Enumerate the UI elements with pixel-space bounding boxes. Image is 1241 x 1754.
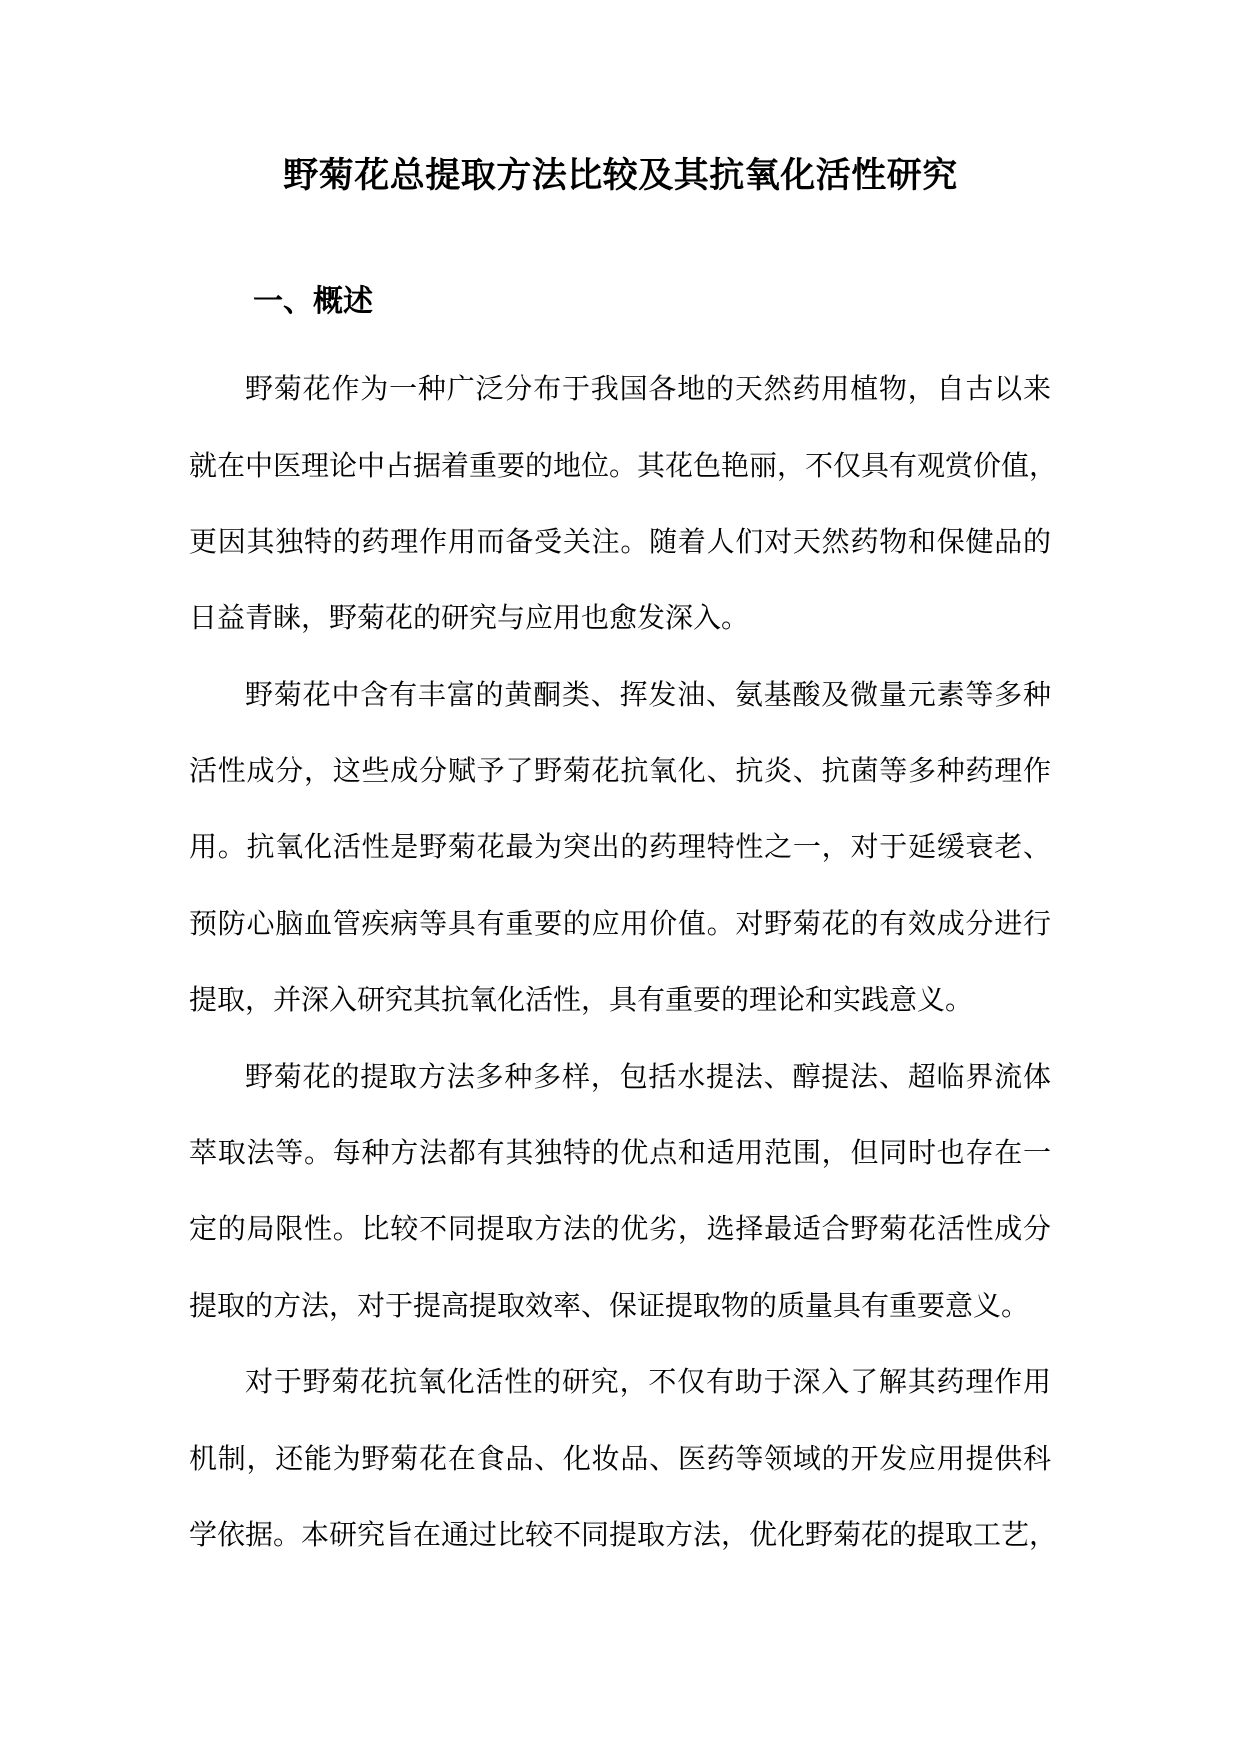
paragraph-line: 萃取法等。每种方法都有其独特的优点和适用范围，但同时也存在一 (189, 1136, 1051, 1169)
paragraph-line: 野菊花的提取方法多种多样，包括水提法、醇提法、超临界流体 (245, 1060, 1051, 1093)
paragraph-line: 预防心脑血管疾病等具有重要的应用价值。对野菊花的有效成分进行 (189, 907, 1051, 940)
paragraph-line: 用。抗氧化活性是野菊花最为突出的药理特性之一，对于延缓衰老、 (189, 830, 1051, 863)
paragraph-line: 日益青睐，野菊花的研究与应用也愈发深入。 (189, 601, 750, 634)
paragraph-line: 活性成分，这些成分赋予了野菊花抗氧化、抗炎、抗菌等多种药理作 (189, 754, 1051, 787)
paragraph-line: 就在中医理论中占据着重要的地位。其花色艳丽，不仅具有观赏价值， (189, 449, 1058, 482)
paragraph-line: 提取的方法，对于提高提取效率、保证提取物的质量具有重要意义。 (189, 1289, 1030, 1322)
paragraph-line: 机制，还能为野菊花在食品、化妆品、医药等领域的开发应用提供科 (189, 1442, 1051, 1475)
paragraph-line: 定的局限性。比较不同提取方法的优劣，选择最适合野菊花活性成分 (189, 1212, 1051, 1245)
paragraph-line: 更因其独特的药理作用而备受关注。随着人们对天然药物和保健品的 (189, 525, 1051, 558)
paragraph-line: 野菊花中含有丰富的黄酮类、挥发油、氨基酸及微量元素等多种 (245, 678, 1051, 711)
paragraph-line: 提取，并深入研究其抗氧化活性，具有重要的理论和实践意义。 (189, 983, 974, 1016)
paragraph-line: 学依据。本研究旨在通过比较不同提取方法，优化野菊花的提取工艺， (189, 1518, 1058, 1551)
document-title: 野菊花总提取方法比较及其抗氧化活性研究 (283, 156, 958, 196)
paragraph-line: 野菊花作为一种广泛分布于我国各地的天然药用植物，自古以来 (245, 372, 1051, 405)
paragraph-line: 对于野菊花抗氧化活性的研究，不仅有助于深入了解其药理作用 (245, 1365, 1051, 1398)
section-heading: 一、概述 (253, 284, 373, 319)
